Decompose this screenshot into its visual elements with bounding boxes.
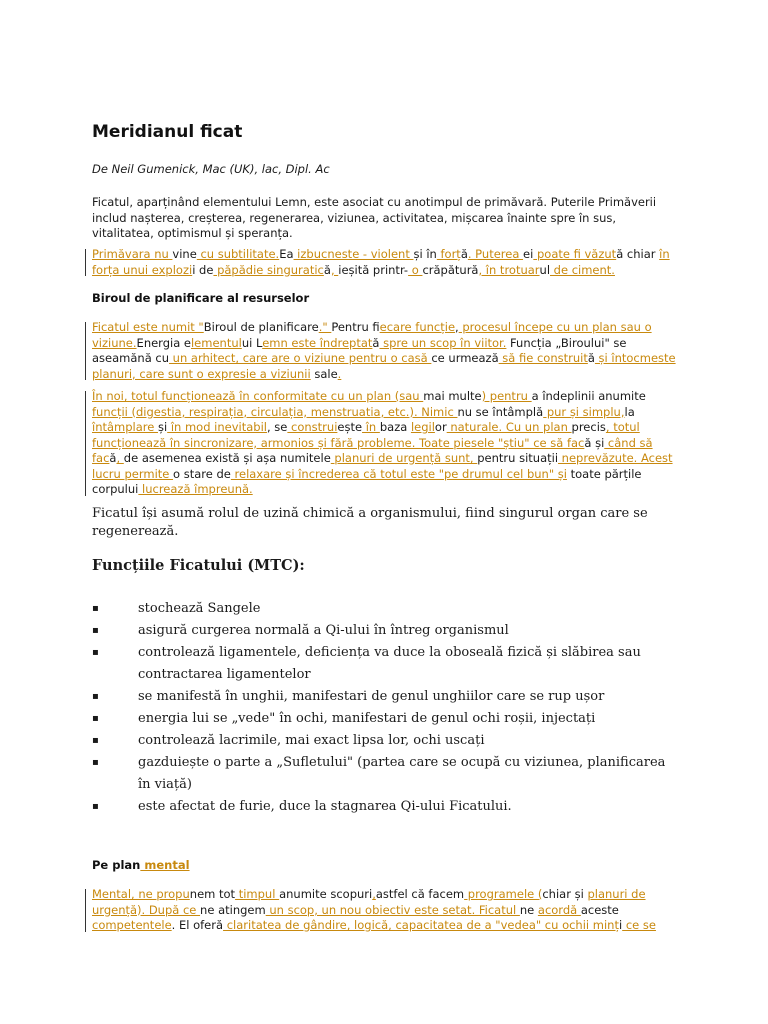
text-run: or	[434, 420, 447, 434]
heading-resource-office: Biroul de planificare al resurselor	[92, 291, 310, 305]
text-run: ește	[337, 420, 363, 434]
highlighted-text: naturale. Cu un plan	[446, 420, 572, 434]
document-title: Meridianul ficat	[92, 122, 243, 142]
text-run: toate părțile corpului	[92, 466, 642, 496]
text-run: precis	[571, 420, 606, 434]
highlighted-text: când să fac	[92, 435, 653, 465]
paragraph-chemical-plant: Ficatul își asumă rolul de uzină chimică a organismului, fiind singurul organ care se regenerează.	[92, 506, 648, 539]
function-item-text: controlează ligamentele, deficiența va duce la oboseală fizică și slăbirea sau contractarea ligamentelor	[138, 645, 641, 682]
author-line: De Neil Gumenick, Mac (UK), lac, Dipl. Ac	[92, 162, 330, 176]
highlighted-text: competentele	[92, 918, 172, 932]
highlighted-text: păpădie singuratic	[213, 262, 324, 277]
highlighted-text: pur și simplu,	[543, 404, 625, 419]
highlighted-text: , în trotuar	[478, 262, 540, 277]
text-run: chiar și	[542, 887, 588, 901]
text-run: , se	[266, 420, 288, 434]
text-run: aceste	[580, 902, 619, 917]
function-item-text: controlează lacrimile, mai exact lipsa lor, ochi uscați	[138, 733, 485, 748]
highlighted-text: ce se	[622, 918, 656, 932]
function-item	[92, 620, 677, 642]
function-item	[92, 686, 677, 708]
text-run: ei	[523, 247, 534, 261]
text-run: la	[624, 404, 635, 419]
text-run: ieșită printr-	[338, 262, 409, 277]
text-run: a îndeplinii anumite	[531, 389, 646, 403]
highlighted-text: Ficatul este numit "	[92, 320, 204, 334]
text-run: ă și	[584, 435, 605, 450]
function-item-text: este afectat de furie, duce la stagnarea Qi-ului Ficatului.	[138, 799, 512, 814]
text-run: Energia e	[136, 335, 191, 350]
function-item-text: gazduiește o parte a „Sufletului" (partea care se ocupă cu viziunea, planificarea în viață)	[138, 755, 666, 792]
text-run: de asemenea există și așa numitele	[123, 451, 331, 465]
paragraph-planning-office	[92, 320, 677, 382]
function-item-text: stochează Sangele	[138, 601, 261, 616]
text-run: ne	[519, 902, 538, 917]
highlighted-text: iecare funcție	[379, 320, 456, 334]
highlighted-text: o	[408, 262, 423, 277]
change-bar	[85, 249, 86, 276]
highlighted-text: ,	[330, 262, 339, 277]
highlighted-text: timpul	[235, 887, 280, 901]
bullet-icon: ▪	[92, 757, 99, 768]
highlighted-text: Mental, ne propu	[92, 887, 190, 901]
text-run: nu se întâmplă	[457, 404, 544, 419]
bullet-icon: ▪	[92, 603, 99, 614]
bullet-icon: ▪	[92, 691, 99, 702]
text-run: o stare de	[173, 466, 231, 481]
text-run: ă	[372, 335, 380, 350]
highlighted-text: un arhitect, care are o viziune pentru o casă	[169, 351, 432, 365]
text-run: ,	[455, 320, 459, 334]
highlighted-text: acordă	[537, 902, 581, 917]
functions-list	[92, 598, 677, 818]
text-run: ă	[109, 451, 117, 465]
highlighted-text: ,	[372, 887, 376, 901]
highlighted-text: mental	[140, 858, 190, 872]
text-run: pentru situații	[477, 451, 559, 465]
function-item-text: asigură curgerea normală a Qi-ului în întreg organismul	[138, 623, 509, 638]
highlighted-text: și întocmeste planuri, care sunt o expresie a viziunii	[92, 351, 676, 381]
text-run: ă chiar	[616, 247, 660, 261]
text-run: mai multe	[423, 389, 482, 403]
text-run: vine	[172, 247, 197, 261]
highlighted-text: . Puterea	[467, 247, 524, 261]
function-item	[92, 642, 677, 686]
function-item-text: se manifestă în unghii, manifestari de genul unghiilor care se rup ușor	[138, 689, 605, 704]
highlighted-text: spre un scop în viitor.	[379, 335, 507, 350]
highlighted-text: în forța unui explozi	[92, 247, 670, 277]
highlighted-text: ) pentru	[481, 389, 532, 403]
bullet-icon: ▪	[92, 647, 99, 658]
text-run: i de	[192, 262, 214, 277]
functions-heading: Funcțiile Ficatului (MTC):	[92, 557, 305, 574]
highlighted-text: ,	[116, 451, 124, 465]
highlighted-text: programele (	[464, 887, 543, 901]
text-run: nem tot	[189, 887, 236, 901]
text-run: ce urmează	[431, 351, 499, 365]
highlighted-text: întâmplare	[92, 420, 158, 434]
text-run: și în	[413, 247, 437, 261]
text-run: ă	[323, 262, 331, 277]
highlighted-text: , totul funcționează în sincronizare, armonios și fără probleme. Toate piesele "știu" ce să fac	[92, 420, 640, 450]
highlighted-text: să fie construit	[498, 351, 588, 365]
highlighted-text: poate fi văzut	[533, 247, 617, 261]
highlighted-text: legil	[410, 420, 435, 434]
highlighted-text: emn este îndreptat	[262, 335, 373, 350]
text-run: sale	[310, 366, 338, 381]
bullet-icon: ▪	[92, 735, 99, 746]
text-run: ă	[587, 351, 595, 365]
highlighted-text: Primăvara nu	[92, 247, 173, 261]
highlighted-text: construi	[287, 420, 338, 434]
paragraph-spring	[92, 247, 677, 278]
highlighted-text: funcții (digestia, respirația, circulația, menstruatia, etc.). Nimic	[92, 404, 458, 419]
text-run: și	[158, 420, 168, 434]
highlighted-text: procesul începe cu un plan sau o viziune.	[92, 320, 652, 350]
intro-paragraph: Ficatul, aparținând elementului Lemn, este asociat cu anotimpul de primăvară. Puterile Primăverii includ nașterea, creșterea, regenerarea, viziunea, activitatea, mișcarea înainte spre în sus, vitalitatea, optimismul și speranța.	[92, 195, 657, 240]
text-run: ul	[539, 262, 551, 277]
heading-mental	[92, 858, 190, 872]
text-run: ne atingem	[200, 902, 266, 917]
highlighted-text: relaxare și încrederea că totul este "pe drumul cel bun" și	[230, 466, 567, 481]
bullet-icon: ▪	[92, 625, 99, 636]
highlighted-text: cu subtilitate.	[196, 247, 280, 261]
highlighted-text: forț	[436, 247, 461, 261]
text-run: baza	[379, 420, 411, 434]
text-run: facem	[428, 887, 465, 901]
text-run: Pe plan	[92, 858, 141, 872]
bullet-icon: ▪	[92, 801, 99, 812]
function-item	[92, 598, 677, 620]
text-run: ă	[460, 247, 468, 261]
highlighted-text: un scop, un nou obiectiv este setat. Ficatul	[265, 902, 520, 917]
function-item-text: energia lui se „vede" în ochi, manifestari de genul ochi roșii, injectați	[138, 711, 596, 726]
highlighted-text: lucrează împreună.	[138, 482, 253, 496]
function-item	[92, 796, 677, 818]
function-item	[92, 752, 677, 796]
change-bar	[85, 322, 86, 380]
highlighted-text: .	[337, 366, 342, 381]
highlighted-text: planuri de urgență). După ce	[92, 887, 646, 917]
paragraph-plan	[92, 389, 677, 498]
text-run: Pentru f	[331, 320, 380, 334]
bullet-icon: ▪	[92, 713, 99, 724]
highlighted-text: de ciment.	[550, 262, 615, 277]
text-run: anumite scopuri	[279, 887, 373, 901]
text-run: Ea	[279, 247, 294, 261]
highlighted-text: claritatea de gândire, logică, capacitatea de a "vedea" cu ochii minț	[223, 918, 619, 932]
highlighted-text: în mod inevitabil	[167, 420, 267, 434]
text-run: astfel că	[375, 887, 429, 901]
text-run: crăpătură	[422, 262, 479, 277]
text-run: Funcția „Biroului" se aseamănă cu	[92, 335, 627, 365]
highlighted-text: În noi, totul funcționează în conformitate cu un plan (sau	[92, 389, 424, 403]
text-run: ui L	[241, 335, 263, 350]
highlighted-text: neprevăzute. Acest lucru permite	[92, 451, 673, 481]
highlighted-text: lementul	[190, 335, 242, 350]
paragraph-mental	[92, 887, 677, 934]
highlighted-text: în	[362, 420, 380, 434]
highlighted-text: planuri de urgență sunt,	[330, 451, 478, 465]
highlighted-text: izbucneste - violent	[293, 247, 414, 261]
text-run: . El oferă	[171, 918, 224, 932]
text-run: i	[618, 918, 623, 932]
change-bar	[85, 889, 86, 932]
function-item	[92, 730, 677, 752]
highlighted-text: ."	[318, 320, 332, 334]
text-run: Biroul de planificare	[203, 320, 319, 334]
change-bar	[85, 391, 86, 496]
function-item	[92, 708, 677, 730]
